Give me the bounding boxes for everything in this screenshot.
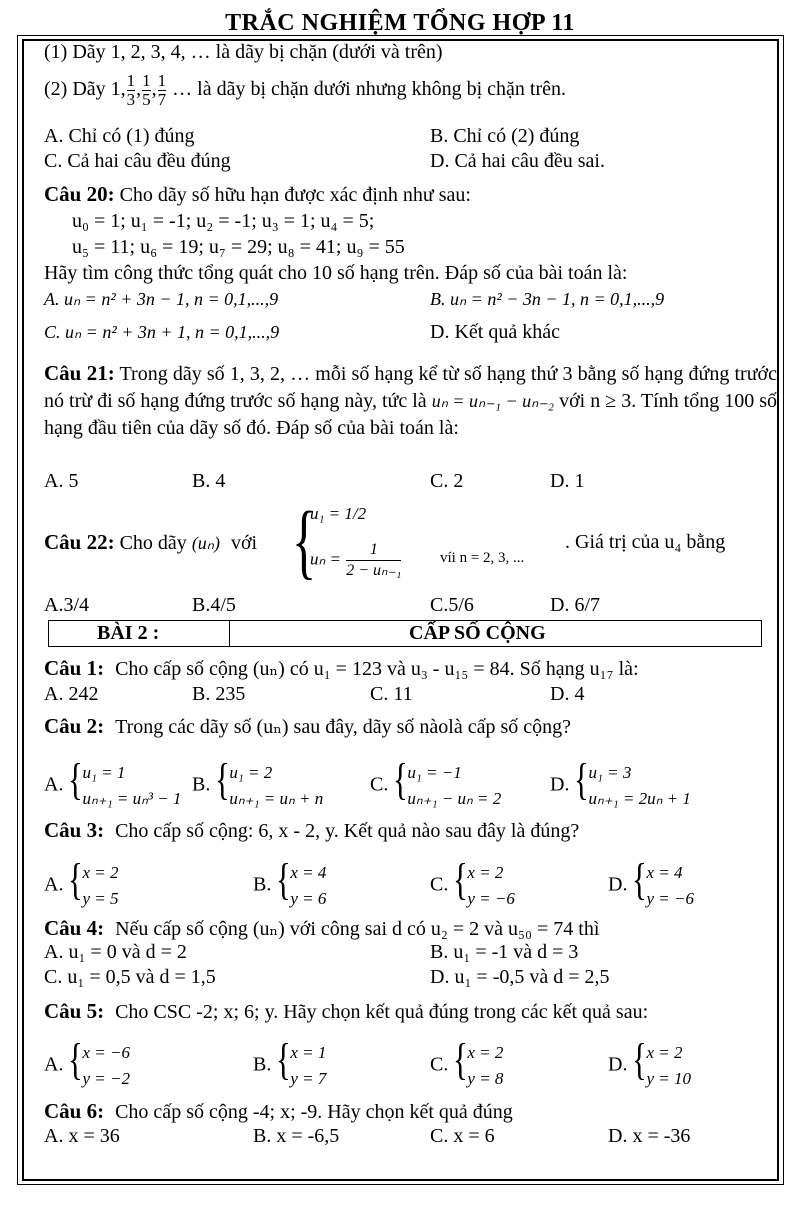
equation-system: { x = 1 y = 7 (276, 1035, 327, 1088)
q19-s2-suffix: … là dãy bị chặn dưới nhưng không bị chặn trên. (172, 78, 566, 101)
c2-label: Câu 2: (44, 714, 105, 738)
q19-statement-1: (1) Dãy 1, 2, 3, 4, … là dãy bị chặn (dưới và trên) (44, 41, 443, 63)
q20-values-row2: u₅ = 11; u₆ = 19; u₇ = 29; u₈ = 41; u₉ = 55 (72, 236, 405, 258)
q19-option-d[interactable]: D. Cả hai câu đều sai. (430, 150, 605, 172)
c1-text: Cho cấp số cộng (uₙ) có u₁ = 123 và u₃ - u₁₅ = 84. Số hạng u₁₇ là: (115, 658, 639, 680)
q20-text: Cho dãy số hữu hạn được xác định như sau: (119, 184, 471, 206)
q22-option-d[interactable]: D. 6/7 (550, 594, 600, 616)
q22-case-1: u₁ = 1/2 (310, 504, 367, 523)
q21-text1: Trong dãy số 1, 3, 2, … mỗi số hạng kể từ số hạng thứ 3 bằng số hạng đứng trước nó trừ đi số hạng đứng trước số hạng này, tức là (44, 363, 778, 412)
q22-stem-left (44, 530, 257, 555)
c2-option-d[interactable]: D. { u₁ = 3 uₙ₊₁ = 2uₙ + 1 (550, 760, 691, 812)
c4-text: Nếu cấp số cộng (uₙ) với công sai d có u₂ = 2 và u₅₀ = 74 thì (115, 918, 600, 940)
q20-option-c[interactable]: C. uₙ = n² + 3n + 1, n = 0,1,...,9 (44, 322, 280, 342)
equation-system: { x = 4 y = 6 (276, 855, 327, 908)
c5-option-b[interactable]: B. { x = 1 y = 7 (253, 1040, 326, 1092)
equation-system: { x = −6 y = −2 (68, 1035, 130, 1088)
q22-condition: víi n = 2, 3, ... (440, 550, 525, 566)
section-number: BÀI 2 : (97, 622, 160, 644)
q22-option-c[interactable]: C.5/6 (430, 594, 474, 616)
c6-text: Cho cấp số cộng -4; x; -9. Hãy chọn kết quả đúng (115, 1101, 513, 1123)
c3-stem (44, 818, 579, 843)
q19-s2-prefix: (2) Dãy 1, (44, 78, 126, 101)
c4-option-c[interactable]: C. u₁ = 0,5 và d = 1,5 (44, 966, 216, 988)
c6-option-d[interactable]: D. x = -36 (608, 1125, 691, 1147)
q21-option-a[interactable]: A. 5 (44, 470, 79, 492)
c1-stem (44, 656, 639, 681)
equation-system: { x = 2 y = 10 (632, 1035, 691, 1088)
c5-label: Câu 5: (44, 999, 105, 1023)
c3-option-b[interactable]: B. { x = 4 y = 6 (253, 860, 326, 912)
q21-stem (44, 360, 777, 442)
page-title: TRẮC NGHIỆM TỔNG HỢP 11 (225, 10, 575, 36)
equation-system: { x = 2 y = 8 (453, 1035, 504, 1088)
c6-option-c[interactable]: C. x = 6 (430, 1125, 495, 1147)
c3-option-c[interactable]: C. { x = 2 y = −6 (430, 860, 515, 912)
equation-system: { u₁ = 2 uₙ₊₁ = uₙ + n (215, 755, 324, 808)
c3-option-a[interactable]: A. { x = 2 y = 5 (44, 860, 118, 912)
q21-option-b[interactable]: B. 4 (192, 470, 226, 492)
q20-stem (44, 182, 471, 207)
q20-option-d[interactable]: D. Kết quả khác (430, 321, 560, 343)
q20-label: Câu 20: (44, 182, 115, 206)
fraction: $\frac{1}{\text{2 − uₙ₋₁}}$ (346, 541, 402, 579)
q22-option-a[interactable]: A.3/4 (44, 594, 89, 616)
section-divider (229, 621, 230, 646)
c5-stem (44, 999, 648, 1024)
equation-system: { u₁ = 1 uₙ₊₁ = uₙ³ − 1 (68, 755, 182, 808)
c4-label: Câu 4: (44, 916, 105, 940)
c2-text: Trong các dãy số (uₙ) sau đây, dãy số nàolà cấp số cộng? (115, 716, 572, 738)
q21-option-d[interactable]: D. 1 (550, 470, 585, 492)
q20-option-a[interactable]: A. uₙ = n² + 3n − 1, n = 0,1,...,9 (44, 289, 279, 309)
equation-system: { u₁ = −1 uₙ₊₁ − uₙ = 2 (393, 755, 502, 808)
equation-system: { u₁ = 3 uₙ₊₁ = 2uₙ + 1 (574, 755, 691, 808)
q22-label: Câu 22: (44, 530, 115, 554)
c1-option-c[interactable]: C. 11 (370, 683, 413, 705)
c3-option-d[interactable]: D. { x = 4 y = −6 (608, 860, 694, 912)
q21-text2: với n ≥ 3. Tính tổng 100 số hạng đầu tiên của dãy số đó. Đáp số của bài toán là: (44, 390, 778, 439)
equation-system: { x = 2 y = −6 (453, 855, 515, 908)
c2-stem (44, 714, 571, 739)
c5-text: Cho CSC -2; x; 6; y. Hãy chọn kết quả đúng trong các kết quả sau: (115, 1001, 649, 1023)
q20-values-row1: u₀ = 1; u₁ = -1; u₂ = -1; u₃ = 1; u₄ = 5; (72, 210, 375, 232)
q22-text: Cho dãy (119, 532, 187, 554)
q21-label: Câu 21: (44, 361, 115, 385)
q22-brace: { (292, 495, 317, 588)
c4-option-b[interactable]: B. u₁ = -1 và d = 3 (430, 941, 579, 963)
c5-option-d[interactable]: D. { x = 2 y = 10 (608, 1040, 691, 1092)
c5-option-c[interactable]: C. { x = 2 y = 8 (430, 1040, 503, 1092)
c3-label: Câu 3: (44, 818, 105, 842)
equation-system: { x = 4 y = −6 (632, 855, 694, 908)
q22-tail: . Giá trị của u₄ bằng (565, 531, 726, 553)
c6-label: Câu 6: (44, 1099, 105, 1123)
q19-option-c[interactable]: C. Cả hai câu đều đúng (44, 150, 231, 172)
c2-option-b[interactable]: B. { u₁ = 2 uₙ₊₁ = uₙ + n (192, 760, 323, 812)
section-header (48, 620, 762, 647)
c2-option-a[interactable]: A. { u₁ = 1 uₙ₊₁ = uₙ³ − 1 (44, 760, 181, 812)
q20-option-b[interactable]: B. uₙ = n² − 3n − 1, n = 0,1,...,9 (430, 289, 665, 309)
c6-option-b[interactable]: B. x = -6,5 (253, 1125, 340, 1147)
c6-option-a[interactable]: A. x = 36 (44, 1125, 120, 1147)
equation-system: { x = 2 y = 5 (68, 855, 119, 908)
q22-seq: (uₙ) (191, 533, 220, 553)
c1-option-d[interactable]: D. 4 (550, 683, 585, 705)
c6-stem (44, 1099, 513, 1124)
section-title: CẤP SỐ CỘNG (409, 622, 546, 644)
q22-option-b[interactable]: B.4/5 (192, 594, 236, 616)
q22-case-2: uₙ = $\frac{1}{\text{2 − uₙ₋₁}}$ (310, 541, 402, 579)
q20-question: Hãy tìm công thức tổng quát cho 10 số hạng trên. Đáp số của bài toán là: (44, 262, 628, 284)
c1-option-b[interactable]: B. 235 (192, 683, 246, 705)
q21-formula: uₙ = uₙ₋₁ − uₙ₋₂ (431, 391, 555, 411)
c3-text: Cho cấp số cộng: 6, x - 2, y. Kết quả nào sau đây là đúng? (115, 820, 580, 842)
c1-label: Câu 1: (44, 656, 105, 680)
c1-option-a[interactable]: A. 242 (44, 683, 99, 705)
fraction: $\frac{1}{7}$ (157, 71, 167, 109)
q22-with: với (230, 532, 258, 554)
c4-stem (44, 916, 599, 941)
q21-option-c[interactable]: C. 2 (430, 470, 464, 492)
q19-option-a[interactable]: A. Chỉ có (1) đúng (44, 125, 195, 147)
q19-statement-2: (2) Dãy 1, $\frac{1}{3}$ , $\frac{1}{5}$ , $\frac{1}{7}$ … là dãy bị chặn dưới nhưng không bị chặn trên. (44, 71, 566, 109)
c4-option-a[interactable]: A. u₁ = 0 và d = 2 (44, 941, 187, 963)
q19-option-b[interactable]: B. Chỉ có (2) đúng (430, 125, 580, 147)
fraction: $\frac{1}{5}$ (142, 71, 151, 109)
c2-option-c[interactable]: C. { u₁ = −1 uₙ₊₁ − uₙ = 2 (370, 760, 501, 812)
fraction: $\frac{1}{3}$ (126, 71, 136, 109)
c5-option-a[interactable]: A. { x = −6 y = −2 (44, 1040, 130, 1092)
c4-option-d[interactable]: D. u₁ = -0,5 và d = 2,5 (430, 966, 610, 988)
